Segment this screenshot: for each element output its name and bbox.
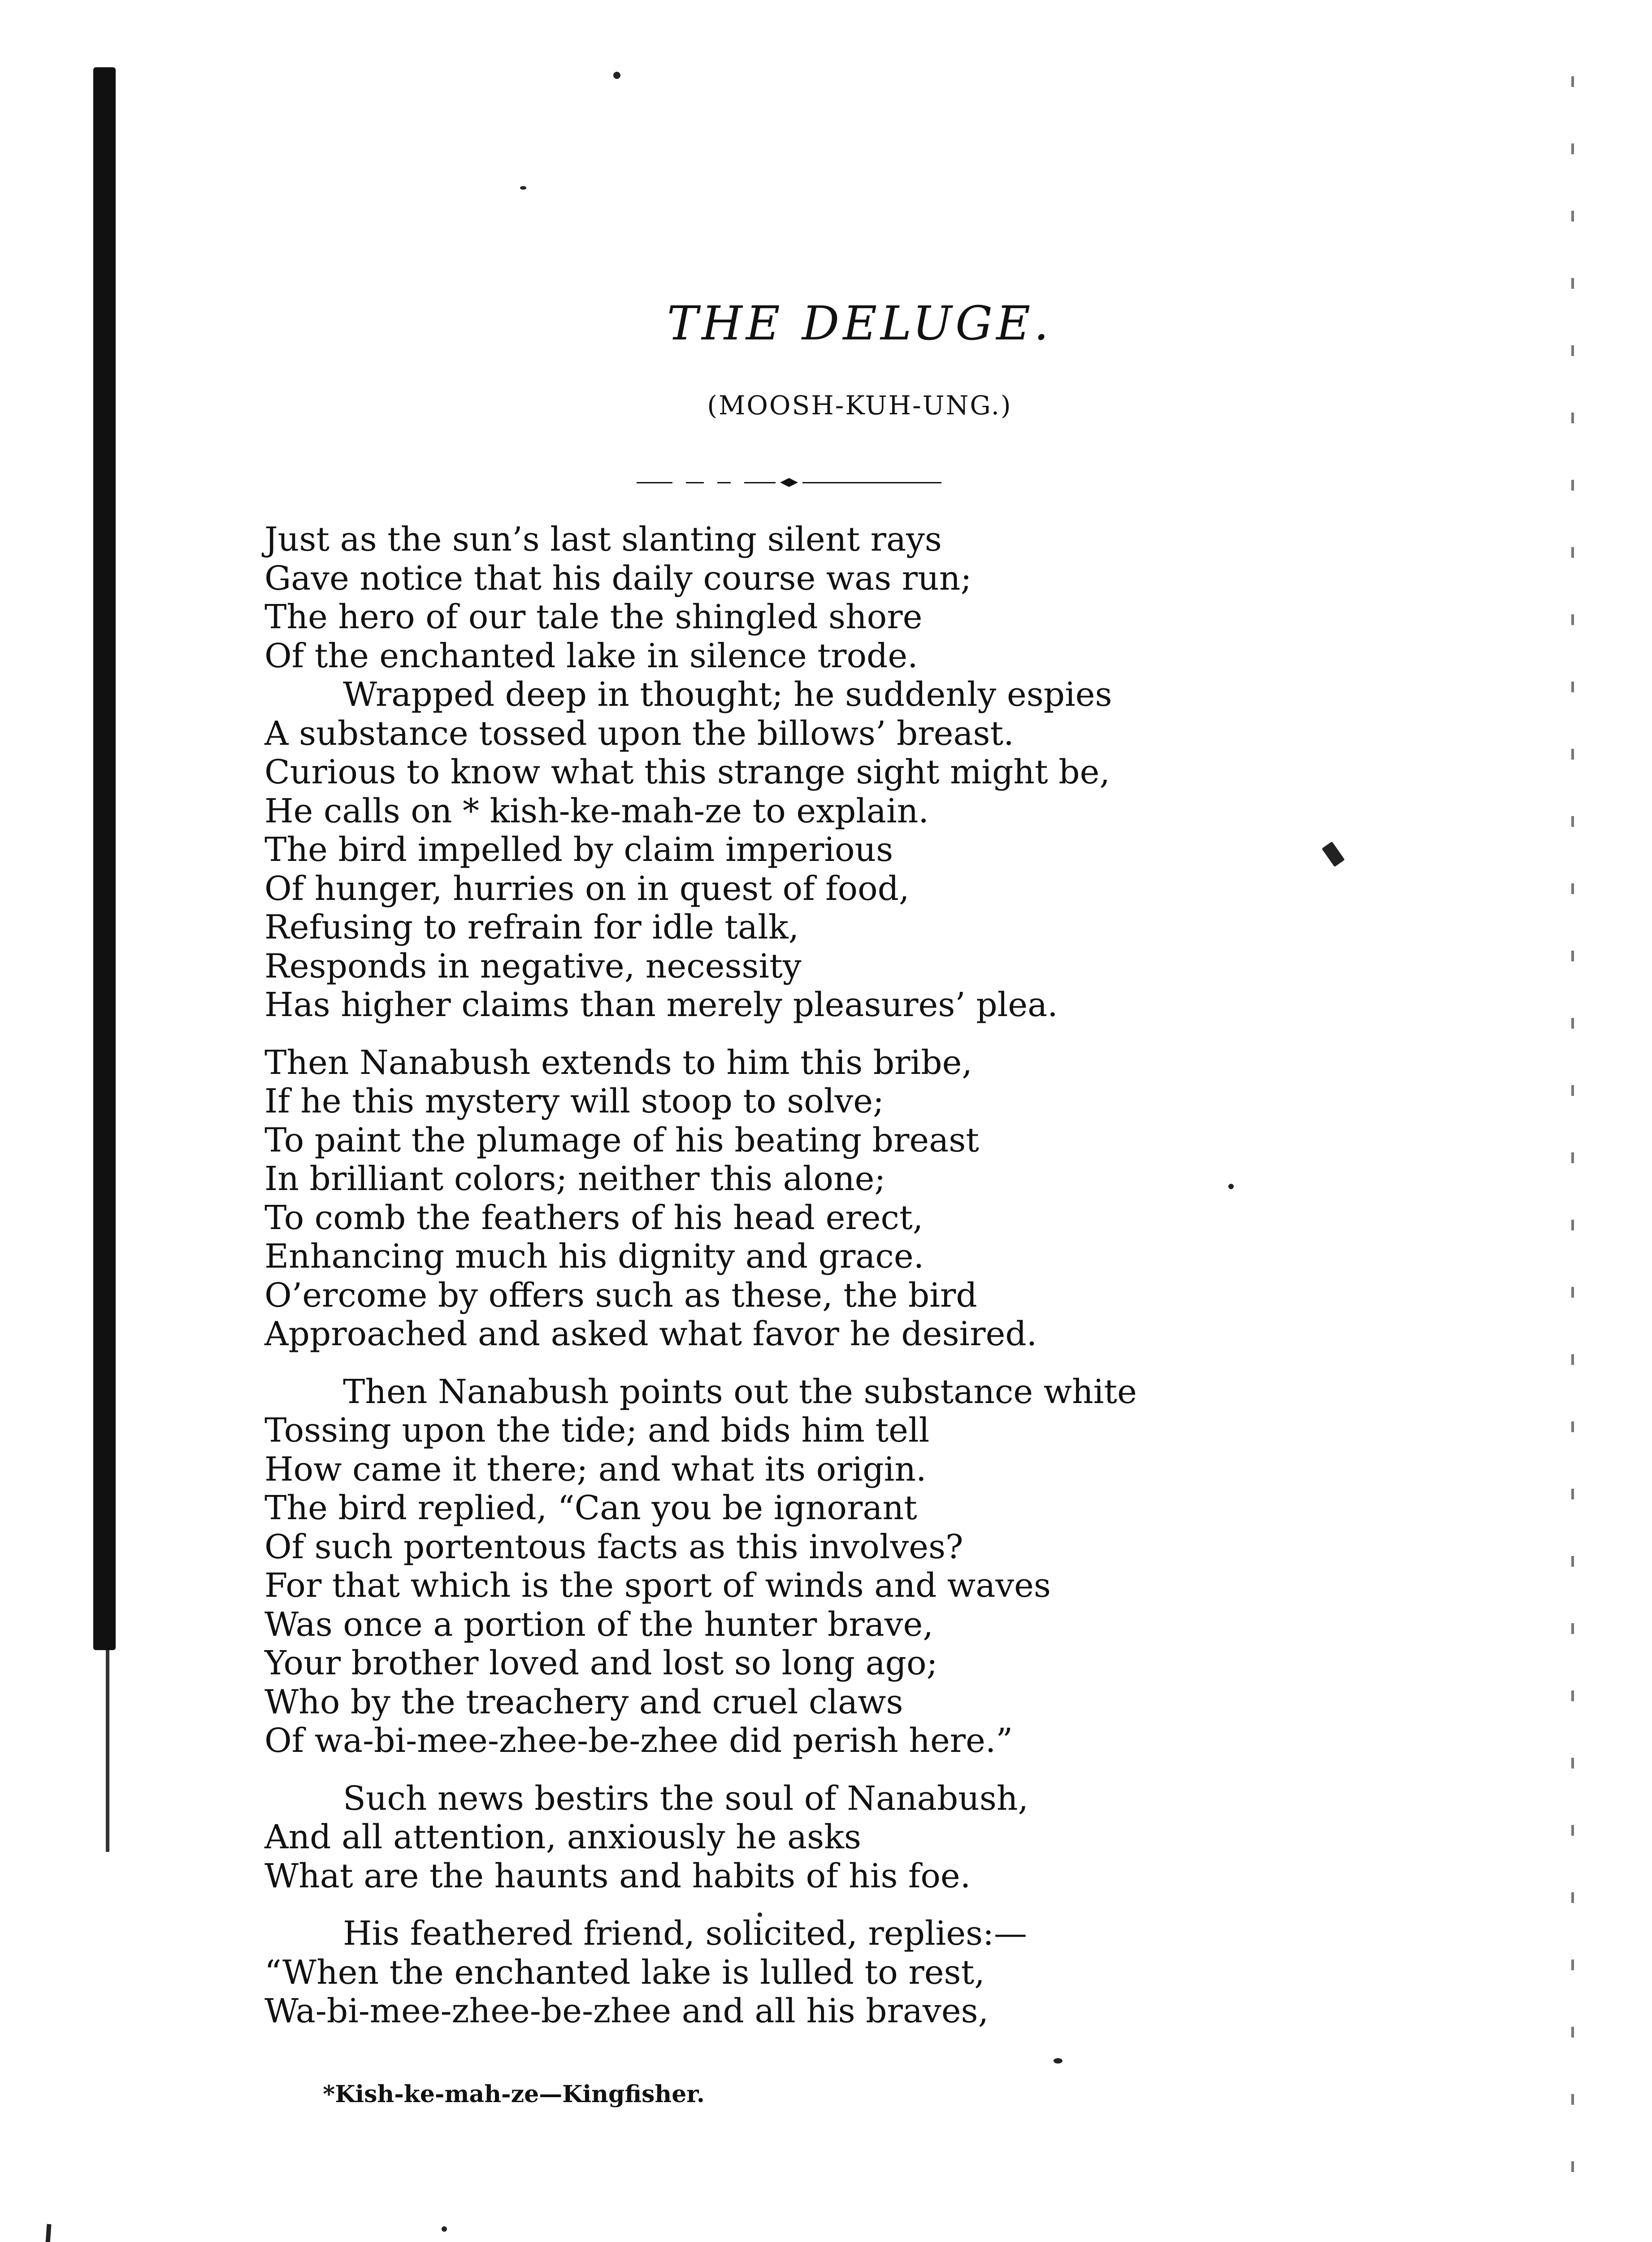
poem-line: Has higher claims than merely pleasures’ plea. [264,986,1058,1024]
poem-line: And all attention, anxiously he asks [264,1818,861,1856]
poem-line: If he this mystery will stoop to solve; [264,1082,884,1121]
scan-speck [613,72,620,79]
footnote: *Kish-ke-mah-ze—Kingfisher. [323,2081,705,2108]
poem-line: Gave notice that his daily course was run; [264,559,972,598]
poem-line: Of hunger, hurries on in quest of food, [264,869,910,908]
poem-body [264,520,1475,2031]
poem-line: To paint the plumage of his beating breast [264,1121,980,1160]
stanza [264,520,1475,1025]
poem-line: Your brother loved and lost so long ago; [264,1644,938,1682]
poem-line: O’ercome by offers such as these, the bird [264,1276,977,1315]
page-title: THE DELUGE. [667,296,1053,351]
poem-line: The hero of our tale the shingled shore [264,598,923,636]
stanza [264,1779,1475,1896]
poem-line: Wrapped deep in thought; he suddenly espies [343,675,1112,714]
poem-line: Approached and asked what favor he desired. [264,1315,1037,1353]
poem-line: He calls on * kish-ke-mah-ze to explain. [264,791,929,830]
stanza [264,1043,1475,1354]
poem-line: To comb the feathers of his head erect, [264,1198,924,1237]
poem-line: How came it there; and what its origin. [264,1450,927,1489]
poem-line: Who by the treachery and cruel claws [264,1682,903,1721]
poem-line: For that which is the sport of winds and waves [264,1566,1051,1605]
poem-line: Such news bestirs the soul of Nanabush, [343,1779,1029,1818]
poem-line: The bird impelled by claim imperious [264,830,893,869]
poem-line: Tossing upon the tide; and bids him tell [264,1411,930,1450]
poem-line: In brilliant colors; neither this alone; [264,1160,886,1198]
poem-line: Of the enchanted lake in silence trode. [264,636,918,675]
poem-line: Was once a portion of the hunter brave, [264,1605,933,1644]
poem-line: Just as the sun’s last slanting silent rays [264,520,942,559]
binding-edge-lower [106,1650,109,1852]
poem-line: A substance tossed upon the billows’ breast. [264,714,1014,753]
scan-speck [520,186,526,190]
poem-line: Enhancing much his dignity and grace. [264,1237,924,1276]
poem-line: Then Nanabush extends to him this bribe, [264,1043,972,1082]
poem-line: The bird replied, “Can you be ignorant [264,1489,917,1527]
poem-line: Then Nanabush points out the substance white [343,1372,1137,1411]
poem-line: Of wa-bi-mee-zhee-be-zhee did perish here.” [264,1721,1013,1760]
poem-line: Curious to know what this strange sight might be, [264,753,1110,791]
scan-speck [442,2226,447,2232]
title-ornament [637,480,941,485]
poem-line: Of such portentous facts as this involves? [264,1527,963,1566]
page-subtitle: (MOOSH-KUH-UNG.) [707,390,1012,421]
poem-line: Responds in negative, necessity [264,947,802,986]
poem-line: Refusing to refrain for idle talk, [264,908,799,947]
poem-line: Wa-bi-mee-zhee-be-zhee and all his braves, [264,1992,989,2030]
poem-line: His feathered friend, solicited, replies:— [343,1914,1028,1953]
binding-mark [43,2224,51,2242]
poem-line: What are the haunts and habits of his foe. [264,1856,971,1895]
stanza [264,1373,1475,1760]
poem-line: “When the enchanted lake is lulled to rest, [264,1953,985,1992]
stanza [264,1914,1475,2031]
scan-speck [1054,2058,1062,2064]
